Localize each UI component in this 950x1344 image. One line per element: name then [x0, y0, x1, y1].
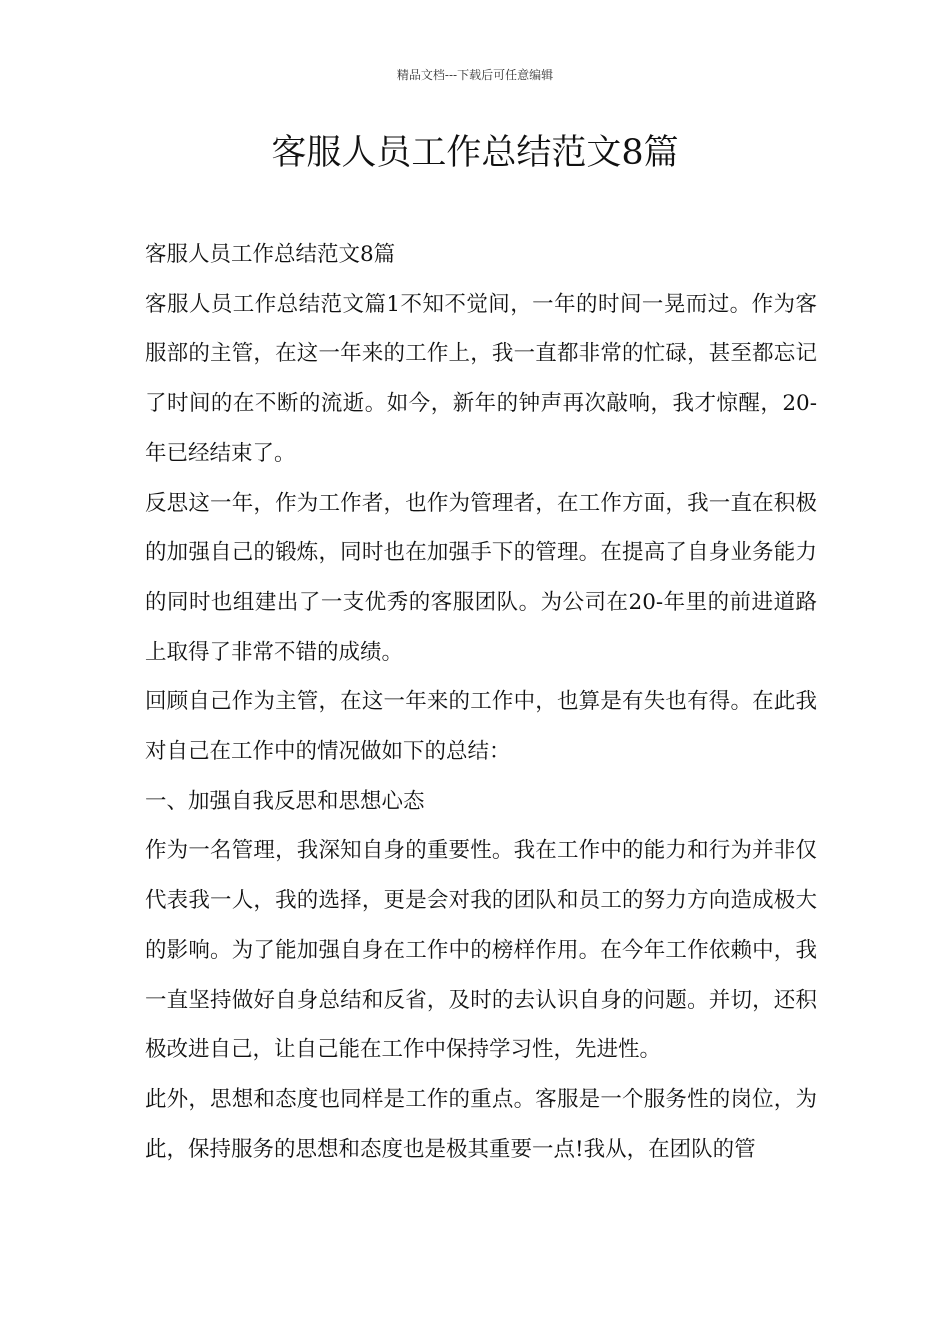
page-header: 精品文档---下载后可任意编辑: [396, 68, 554, 82]
paragraph: 反思这一年，作为工作者，也作为管理者，在工作方面，我一直在积极的加强自己的锻炼，同时也在加强手下的管理。在提高了自身业务能力的同时也组建出了一支优秀的客服团队。为公司在20-年里的前进道路上取得了非常不错的成绩。: [145, 490, 817, 665]
paragraph: 回顾自己作为主管，在这一年来的工作中，也算是有失也有得。在此我对自己在工作中的情况做如下的总结：: [145, 689, 817, 765]
document-body: [145, 230, 817, 1174]
document-title: 客服人员工作总结范文8篇: [271, 133, 679, 173]
paragraph: 此外，思想和态度也同样是工作的重点。客服是一个服务性的岗位，为此，保持服务的思想和态度也是极其重要一点!我从，在团队的管: [145, 1086, 817, 1162]
paragraph-subtitle: 客服人员工作总结范文8篇: [145, 242, 396, 267]
paragraph: 客服人员工作总结范文篇1不知不觉间，一年的时间一晃而过。作为客服部的主管，在这一年来的工作上，我一直都非常的忙碌，甚至都忘记了时间的在不断的流逝。如今，新年的钟声再次敲响，我才惊醒，20-年已经结束了。: [145, 291, 817, 466]
section-heading: 一、加强自我反思和思想心态: [145, 788, 425, 814]
paragraph: 作为一名管理，我深知自身的重要性。我在工作中的能力和行为并非仅代表我一人，我的选择，更是会对我的团队和员工的努力方向造成极大的影响。为了能加强自身在工作中的榜样作用。在今年工作依赖中，我一直坚持做好自身总结和反省，及时的去认识自身的问题。并切，还积极改进自己，让自己能在工作中保持学习性，先进性。: [145, 838, 817, 1063]
